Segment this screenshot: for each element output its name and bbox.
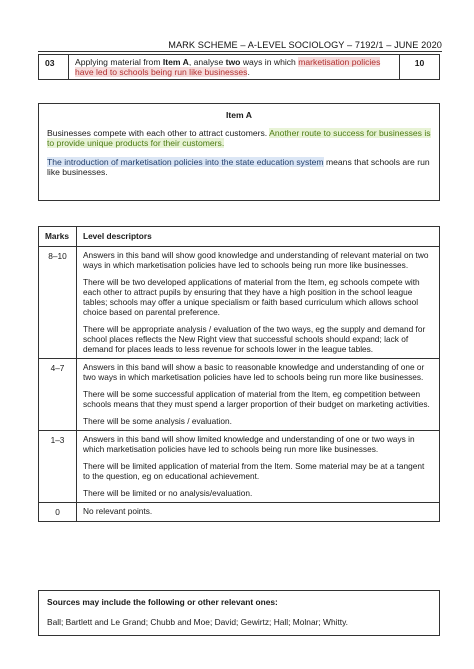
descriptor-paragraph: Answers in this band will show a basic to reasonable knowledge and understanding of one or two ways in which marketisation policies have led to schools being run more like businesses. <box>83 362 425 382</box>
item-a-paragraph-1 <box>47 128 431 148</box>
question-number: 03 <box>39 55 69 79</box>
table-row <box>39 247 440 359</box>
mark-band: 8–10 <box>39 247 77 359</box>
descriptor-paragraph: There will be some successful application of material from the Item, eg competition between schools means that they must spend a larger proportion of their budget on marketing activities. <box>83 389 430 409</box>
item-reference: Item A <box>162 57 189 67</box>
item-a-text: means that schools are run like businesses. <box>47 157 430 177</box>
descriptor-cell <box>77 503 440 522</box>
descriptors-column-header: Level descriptors <box>77 227 440 247</box>
question-text-part: ways in which <box>240 57 299 67</box>
level-descriptors-table <box>38 226 440 522</box>
descriptor-paragraph: There will be some analysis / evaluation. <box>83 416 232 426</box>
descriptor-paragraph: No relevant points. <box>83 506 153 516</box>
descriptor-paragraph: Answers in this band will show limited knowledge and understanding of one or two ways in which marketisation policies have led to schools being run more like businesses. <box>83 434 415 454</box>
item-a-paragraph-2 <box>47 157 431 177</box>
item-a-box <box>38 103 440 201</box>
table-row <box>39 359 440 431</box>
sources-box <box>38 590 440 636</box>
item-a-highlight-blue: The introduction of marketisation policies into the state education system <box>47 157 324 167</box>
descriptor-cell <box>77 247 440 359</box>
item-a-highlight-green: Another route to success for businesses is to provide unique products for their customers. <box>47 128 431 148</box>
question-text <box>69 55 399 79</box>
table-header-row <box>39 227 440 247</box>
page-header: MARK SCHEME – A-LEVEL SOCIOLOGY – 7192/1 – JUNE 2020 <box>168 40 442 50</box>
question-text-end: . <box>247 67 250 77</box>
marks-column-header: Marks <box>39 227 77 247</box>
item-a-text: Businesses compete with each other to attract customers. <box>47 128 270 138</box>
descriptor-paragraph: There will be limited or no analysis/evaluation. <box>83 488 253 498</box>
mark-band: 1–3 <box>39 431 77 503</box>
header-rule <box>38 51 442 52</box>
item-a-title: Item A <box>226 110 252 120</box>
mark-band: 0 <box>39 503 77 522</box>
mark-band: 4–7 <box>39 359 77 431</box>
descriptor-cell <box>77 431 440 503</box>
table-row <box>39 503 440 522</box>
descriptor-paragraph: There will be appropriate analysis / evaluation of the two ways, eg the supply and demand for school places reflects the New Right view that successful schools should expand; lack of demand for places leads to less revenue for schools lower in the league tables. <box>83 324 426 354</box>
question-highlight: marketisation policies have led to schools being run like businesses <box>75 57 381 77</box>
sources-title: Sources may include the following or other relevant ones: <box>47 597 278 607</box>
question-text-part: Applying material from <box>75 57 163 67</box>
descriptor-cell <box>77 359 440 431</box>
descriptor-paragraph: There will be two developed applications of material from the Item, eg schools compete with each other to attract pupils by ensuring that they have a high position in the school league tables; schools may offer a unique specialism or faith based curriculum which allows school choice based on parental preference. <box>83 277 420 317</box>
question-marks: 10 <box>399 55 439 79</box>
descriptor-paragraph: There will be limited application of material from the Item. Some material may be at a tangent to the question, eg on educational achievement. <box>83 461 425 481</box>
sources-list: Ball; Bartlett and Le Grand; Chubb and Moe; David; Gewirtz; Hall; Molnar; Whitty. <box>47 617 349 627</box>
table-row <box>39 431 440 503</box>
question-table <box>38 54 440 80</box>
descriptor-paragraph: Answers in this band will show good knowledge and understanding of relevant material on two ways in which marketisation policies have led to schools being run more like businesses. <box>83 250 429 270</box>
two-emphasis: two <box>225 57 241 67</box>
question-text-part: , analyse <box>188 57 226 67</box>
